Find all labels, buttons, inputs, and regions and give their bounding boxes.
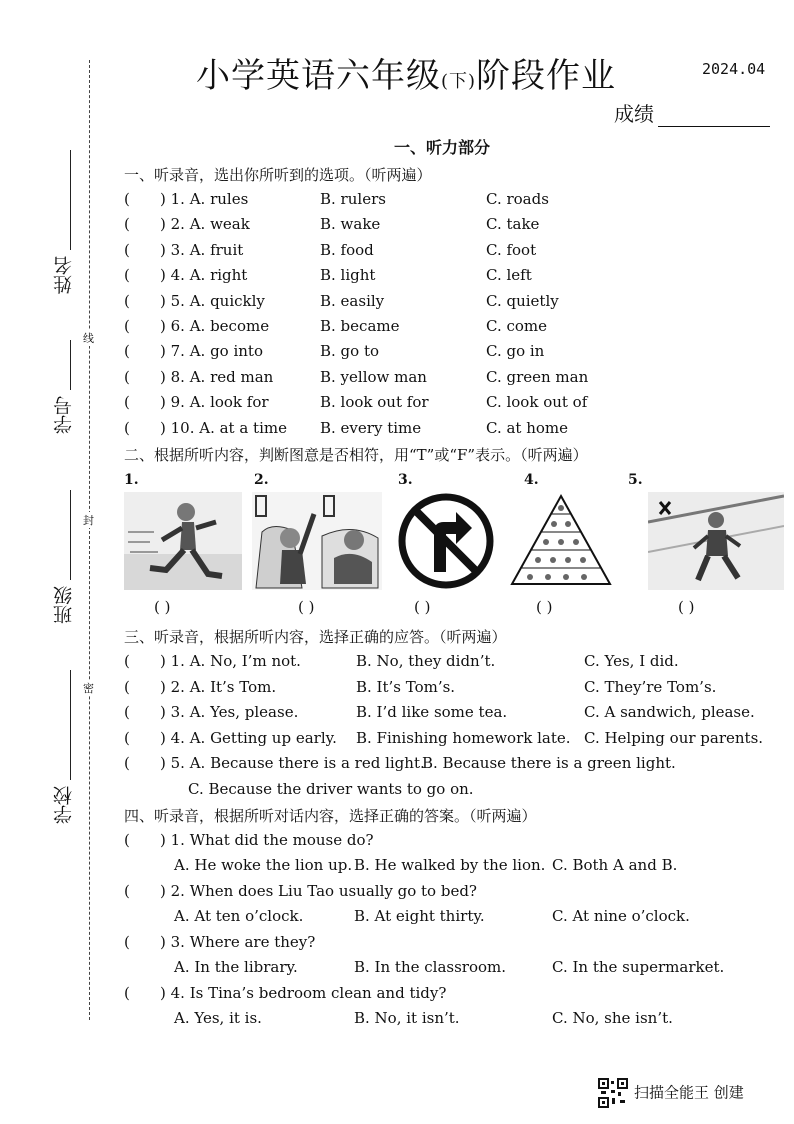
question-row — [124, 241, 554, 261]
options-row — [174, 907, 734, 927]
option-b: B. food — [320, 240, 374, 259]
picture-number-5: 5. — [628, 472, 643, 488]
option-b: B. wake — [320, 215, 381, 234]
option-c: C. take — [486, 215, 540, 234]
option-b: B. every time — [320, 418, 422, 437]
option-a: ) 4. A. Getting up early. — [160, 728, 337, 747]
answer-paren[interactable]: ( — [124, 831, 130, 849]
question-row — [124, 317, 554, 337]
seal-secret-mark: 密 — [83, 682, 94, 695]
name-label: 姓名 — [53, 256, 75, 294]
option-c: C. Yes, I did. — [584, 652, 679, 670]
title-main: 小学英语六年级 — [196, 56, 441, 96]
seal-line-mark: 线 — [83, 332, 94, 345]
option-a: ) 1. A. rules — [160, 190, 249, 208]
options-row — [174, 958, 734, 978]
question-text: ) 4. Is Tina’s bedroom clean and tidy? — [160, 984, 447, 1002]
id-line — [70, 340, 71, 390]
question-text: ) 3. Where are they? — [160, 933, 316, 951]
answer-blank-4[interactable]: ( ) — [536, 598, 553, 616]
answer-paren[interactable]: ( — [124, 984, 130, 1002]
option-c: C. Both A and B. — [552, 856, 678, 874]
answer-paren[interactable]: ( — [124, 240, 130, 259]
option-b: B. Because there is a green light. — [422, 754, 676, 772]
option-a: ) 6. A. become — [160, 317, 270, 335]
id-label: 学号 — [53, 396, 75, 434]
option-a: A. In the library. — [174, 958, 298, 976]
date: 2024.04 — [702, 60, 766, 78]
answer-blank-1[interactable]: ( ) — [154, 598, 171, 616]
question-text: ) 2. When does Liu Tao usually go to bed? — [160, 882, 477, 900]
option-c: C. In the supermarket. — [552, 958, 725, 976]
section-4-title: 四、听录音，根据所听对话内容，选择正确的答案。（听两遍） — [124, 807, 537, 825]
option-a: ) 8. A. red man — [160, 367, 274, 386]
question-row — [124, 933, 744, 953]
question-text: ) 1. What did the mouse do? — [160, 831, 374, 849]
option-b: B. No, they didn’t. — [356, 652, 496, 670]
option-a: ) 10. A. at a time — [160, 418, 287, 437]
answer-paren[interactable]: ( — [124, 291, 130, 310]
question-row — [124, 367, 589, 388]
option-b: B. No, it isn’t. — [354, 1009, 460, 1027]
answer-paren[interactable]: ( — [124, 933, 130, 951]
options-row — [174, 856, 734, 876]
footer-text: 扫描全能王 创建 — [634, 1083, 744, 1102]
question-row — [124, 342, 554, 362]
answer-paren[interactable]: ( — [124, 677, 130, 696]
score-field — [614, 98, 770, 127]
option-c: C. come — [486, 317, 548, 335]
section-3-title: 三、听录音，根据所听内容，选择正确的应答。（听两遍） — [124, 628, 507, 646]
answer-blank-2[interactable]: ( ) — [298, 598, 315, 616]
option-b: B. rulers — [320, 190, 386, 208]
question-row — [124, 215, 554, 235]
binding-dashed-line — [89, 60, 90, 1020]
question-row — [124, 831, 744, 851]
question-row — [124, 882, 744, 902]
option-a: ) 2. A. It’s Tom. — [160, 677, 277, 696]
question-row — [124, 703, 764, 723]
running-boy-picture — [124, 492, 242, 590]
option-c: C. at home — [486, 418, 569, 437]
question-row — [124, 190, 554, 210]
crossing-street-picture — [648, 492, 784, 590]
waking-up-picture — [252, 492, 382, 590]
question-row — [124, 678, 764, 698]
option-b: B. It’s Tom’s. — [356, 677, 456, 696]
options-row — [174, 1009, 734, 1029]
question-row — [124, 652, 764, 672]
option-a: ) 5. A. Because there is a red light. — [160, 754, 425, 772]
option-c: C. green man — [486, 367, 589, 386]
option-b: B. He walked by the lion. — [354, 856, 546, 874]
option-c: C. go in — [486, 342, 545, 361]
question-row — [124, 291, 559, 312]
option-c: C. look out of — [486, 393, 588, 412]
option-c: C. foot — [486, 240, 537, 259]
title-paren: (下) — [441, 71, 477, 92]
question-row — [124, 729, 764, 749]
option-a: A. At ten o’clock. — [174, 907, 304, 925]
scanner-footer — [598, 1078, 744, 1108]
option-c: C. A sandwich, please. — [584, 703, 755, 721]
part-title: 一、听力部分 — [394, 138, 491, 157]
school-line — [70, 670, 71, 780]
section-2-title: 二、根据所听内容，判断图意是否相符，用“T”或“F”表示。（听两遍） — [124, 446, 588, 464]
option-b: B. became — [320, 317, 400, 335]
page-title — [196, 48, 616, 97]
option-b: B. At eight thirty. — [354, 907, 485, 925]
question-row — [124, 266, 554, 286]
title-end: 阶段作业 — [476, 56, 617, 96]
option-c: C. left — [486, 266, 532, 285]
option-b: B. yellow man — [320, 367, 427, 386]
answer-paren[interactable]: ( — [124, 367, 130, 386]
picture-number-1: 1. — [124, 472, 139, 488]
name-line — [70, 150, 71, 250]
answer-paren[interactable]: ( — [124, 215, 130, 234]
answer-paren[interactable]: ( — [124, 882, 130, 900]
option-b: B. look out for — [320, 393, 429, 412]
answer-paren[interactable]: ( — [124, 266, 130, 285]
option-a: A. He woke the lion up. — [174, 856, 353, 874]
option-c: C. Helping our parents. — [584, 728, 764, 747]
option-c: C. roads — [486, 190, 549, 208]
answer-blank-5[interactable]: ( ) — [678, 598, 695, 616]
option-a: ) 9. A. look for — [160, 393, 269, 412]
no-right-turn-sign — [398, 492, 494, 590]
section-3-item-5 — [124, 754, 764, 774]
answer-paren[interactable]: ( — [124, 393, 130, 412]
question-row — [124, 393, 588, 413]
option-a: ) 3. A. fruit — [160, 240, 244, 259]
answer-paren[interactable]: ( — [124, 317, 130, 335]
qr-code-icon — [598, 1078, 628, 1108]
option-c: C. No, she isn’t. — [552, 1009, 673, 1027]
section-1-title: 一、听录音，选出你所听到的选项。（听两遍） — [124, 166, 432, 184]
class-label: 班级 — [53, 586, 75, 624]
answer-paren[interactable]: ( — [124, 703, 130, 721]
question-row — [124, 984, 744, 1004]
score-label: 成绩 — [614, 102, 654, 126]
food-pyramid-picture — [508, 492, 614, 590]
option-b: B. I’d like some tea. — [356, 703, 508, 721]
option-a: ) 4. A. right — [160, 266, 248, 285]
option-b: B. easily — [320, 291, 385, 310]
answer-paren[interactable]: ( — [124, 652, 130, 670]
option-b: B. Finishing homework late. — [356, 728, 571, 747]
option-c: C. At nine o’clock. — [552, 907, 690, 925]
option-b: B. light — [320, 266, 376, 285]
option-c: C. quietly — [486, 291, 559, 310]
answer-paren[interactable]: ( — [124, 728, 130, 747]
picture-number-4: 4. — [524, 472, 539, 488]
option-a: ) 2. A. weak — [160, 215, 250, 234]
option-b: B. go to — [320, 342, 380, 361]
option-c: C. They’re Tom’s. — [584, 677, 717, 696]
question-row — [124, 418, 569, 439]
option-a: ) 3. A. Yes, please. — [160, 703, 299, 721]
picture-number-2: 2. — [254, 472, 269, 488]
class-line — [70, 490, 71, 580]
answer-paren[interactable]: ( — [124, 754, 130, 772]
option-a: ) 5. A. quickly — [160, 291, 265, 310]
answer-blank-3[interactable]: ( ) — [414, 598, 431, 616]
score-blank[interactable] — [658, 106, 770, 127]
answer-paren[interactable]: ( — [124, 190, 130, 208]
answer-paren[interactable]: ( — [124, 418, 130, 437]
option-b: B. In the classroom. — [354, 958, 507, 976]
section-3-item-5-option-c: C. Because the driver wants to go on. — [188, 780, 474, 798]
option-a: ) 7. A. go into — [160, 342, 263, 361]
option-a: ) 1. A. No, I’m not. — [160, 652, 301, 670]
school-label: 学校 — [53, 786, 75, 824]
picture-number-3: 3. — [398, 472, 413, 488]
option-a: A. Yes, it is. — [174, 1009, 262, 1027]
seal-seal-mark: 封 — [83, 514, 94, 527]
answer-paren[interactable]: ( — [124, 342, 130, 361]
